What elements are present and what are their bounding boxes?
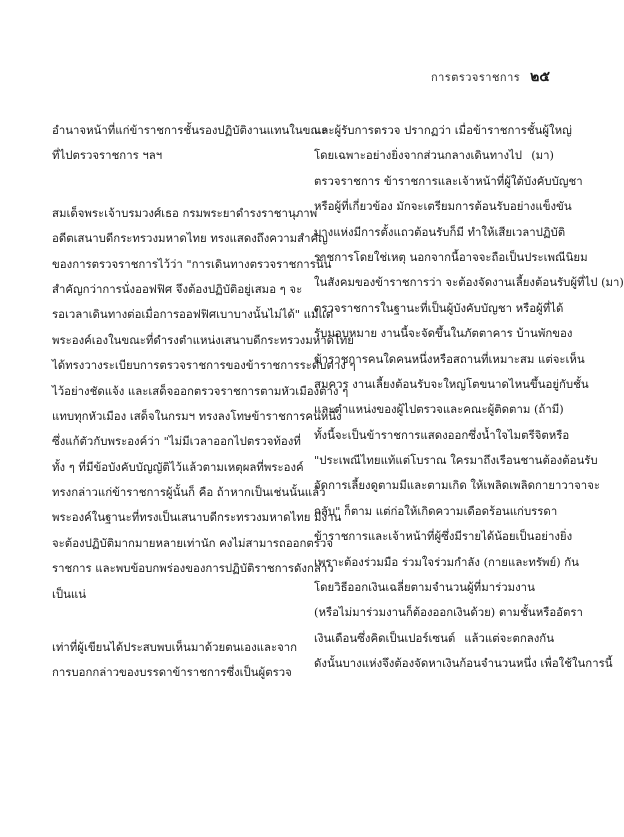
paragraph-gap bbox=[52, 607, 292, 635]
text-line: และผู้รับการตรวจ ปรากฏว่า เมื่อข้าราชการชั้นผู้ใหญ่ bbox=[314, 123, 572, 137]
text-line: ตรวจราชการในฐานะที่เป็นผู้บังคับบัญชา หรือผู้ที่ได้ bbox=[314, 300, 564, 315]
text-line: สำคัญกว่าการนั่งออฟฟิศ จึงต้องปฏิบัติอยู่เสมอ ๆ จะ bbox=[52, 281, 303, 296]
text-line: ได้ทรงวางระเบียบการตรวจราชการของข้าราชการระดับต่าง ๆ bbox=[52, 358, 356, 373]
text-line: เงินเดือนซึ่งคิดเป็นเปอร์เซนต์ แล้วแต่จะตกลงกัน bbox=[314, 630, 554, 645]
running-head: การตรวจราชการ bbox=[430, 71, 521, 84]
text-line: ตรวจราชการ ข้าราชการและเจ้าหน้าที่ผู้ใต้บังคับบัญชา bbox=[314, 173, 583, 188]
text-line: หรือผู้ที่เกี่ยวข้อง มักจะเตรียมการต้อนรับอย่างแข็งขัน bbox=[314, 199, 572, 214]
text-line: อำนาจหน้าที่แก่ข้าราชการชั้นรองปฏิบัติงานแทนในขณะ bbox=[52, 123, 328, 137]
text-line: ทั้ง ๆ ที่มีข้อบังคับบัญญัติไว้แล้วตามเหตุผลที่พระองค์ bbox=[52, 459, 304, 474]
paragraph-gap bbox=[52, 169, 292, 201]
text-line: ข้าราชการคนใดคนหนึ่งหรือสถานที่เหมาะสม แต่จะเห็น bbox=[314, 351, 585, 366]
text-line: ที่ไปตรวจราชการ ฯลฯ bbox=[52, 148, 163, 163]
text-line: รับมอบหมาย งานนี้จะจัดขึ้นในภัตตาคาร บ้านพักของ bbox=[314, 326, 573, 341]
text-line: พระองค์ในฐานะที่ทรงเป็นเสนาบดีกระทรวงมหาดไทย มีงาน bbox=[52, 510, 342, 525]
text-line: ทั้งนี้จะเป็นข้าราชการแสดงออกซึ่งน้ำใจไมตรีจิตหรือ bbox=[314, 427, 570, 442]
text-line: เพราะต้องร่วมมือ ร่วมใจร่วมกำลัง (กายและทรัพย์) กัน bbox=[314, 554, 579, 569]
paragraph-inspection-reception bbox=[314, 118, 624, 677]
text-line: ในสังคมของข้าราชการว่า จะต้องจัดงานเลี้ยงต้อนรับผู้ที่ไป (มา) bbox=[314, 275, 624, 290]
right-column bbox=[314, 118, 624, 677]
paragraph-authority bbox=[52, 118, 328, 169]
text-line: บางแห่งมีการตั้งแถวต้อนรับก็มี ทำให้เสียเวลาปฏิบัติ bbox=[314, 224, 566, 239]
text-line: อดีตเสนาบดีกระทรวงมหาดไทย ทรงแสดงถึงความสำคัญ bbox=[52, 231, 328, 246]
text-line: จะต้องปฏิบัติมากมายหลายเท่านัก คงไม่สามารถออกตรวจ bbox=[52, 535, 333, 550]
page-header bbox=[431, 66, 550, 86]
text-line: ซึ่งแก้ตัวกับพระองค์ว่า "ไม่มีเวลาออกไปตรวจท้องที่ bbox=[52, 434, 301, 449]
text-line: แทบทุกหัวเมือง เสด็จในกรมฯ ทรงลงโทษข้าราชการคนหนึ่ง bbox=[52, 408, 342, 423]
text-line: กลับ" ก็ตาม แต่ก่อให้เกิดความเดือดร้อนแก่บรรดา bbox=[314, 503, 558, 518]
paragraph-prince-damrong bbox=[52, 201, 356, 607]
text-line: ทรงกล่าวแก่ข้าราชการผู้นั้นก็ คือ ถ้าหากเป็นเช่นนั้นแล้ว bbox=[52, 485, 326, 500]
text-line: รอเวลาเดินทางต่อเมื่อการออฟฟิศเบาบางนั้นไม่ได้" แม้แต่ bbox=[52, 307, 334, 322]
paragraph-author-experience bbox=[52, 635, 298, 686]
text-line: ดังนั้นบางแห่งจึงต้องจัดหาเงินก้อนจำนวนหนึ่ง เพื่อใช้ในการนี้ bbox=[314, 656, 613, 671]
text-line: สมเด็จพระเจ้าบรมวงศ์เธอ กรมพระยาดำรงราชานุภาพ bbox=[52, 205, 318, 220]
text-line: ของการตรวจราชการไว้ว่า "การเดินทางตรวจราชการนั้น bbox=[52, 256, 332, 271]
text-line: พระองค์เองในขณะที่ดำรงตำแหน่งเสนาบดีกระทรวงมหาดไทย bbox=[52, 332, 354, 347]
text-line: จัดการเลี้ยงดูตามมีและตามเกิด ให้เพลิดเพลิดกายาวาจาจะ bbox=[314, 478, 600, 493]
text-line: เป็นแน่ bbox=[52, 586, 87, 601]
left-column bbox=[52, 118, 356, 686]
text-line: เท่าที่ผู้เขียนได้ประสบพบเห็นมาด้วยตนเองและจาก bbox=[52, 640, 298, 655]
text-line: ราชการโดยใช่เหตุ นอกจากนี้อาจจะถือเป็นประเพณีนิยม bbox=[314, 249, 588, 264]
text-line: "ประเพณีไทยแท้แต่โบราณ ใครมาถึงเรือนชานต้องต้อนรับ bbox=[314, 453, 598, 468]
text-line: ราชการ และพบข้อบกพร่องของการปฏิบัติราชการดังกล่าว bbox=[52, 561, 334, 576]
text-line: (หรือไม่มาร่วมงานก็ต้องออกเงินด้วย) ตามชั้นหรืออัตรา bbox=[314, 605, 583, 620]
page-number: ๒๕ bbox=[530, 69, 550, 85]
text-line: สมควร งานเลี้ยงต้อนรับจะใหญ่โตขนาดไหนขึ้นอยู่กับชั้น bbox=[314, 376, 589, 391]
text-line: โดยเฉพาะอย่างยิ่งจากส่วนกลางเดินทางไป (มา) bbox=[314, 148, 554, 163]
text-line: และตำแหน่งของผู้ไปตรวจและคณะผู้ติดตาม (ถ้ามี) bbox=[314, 402, 564, 417]
text-line: การบอกกล่าวของบรรดาข้าราชการซึ่งเป็นผู้ตรวจ bbox=[52, 665, 292, 680]
text-line: โดยวิธีออกเงินเฉลี่ยตามจำนวนผู้ที่มาร่วมงาน bbox=[314, 580, 535, 595]
text-line: ข้าราชการและเจ้าหน้าที่ผู้ซึ่งมีรายได้น้อยเป็นอย่างยิ่ง bbox=[314, 529, 573, 544]
text-line: ไว้อย่างชัดแจ้ง และเสด็จออกตรวจราชการตามหัวเมืองต่าง ๆ bbox=[52, 383, 349, 398]
